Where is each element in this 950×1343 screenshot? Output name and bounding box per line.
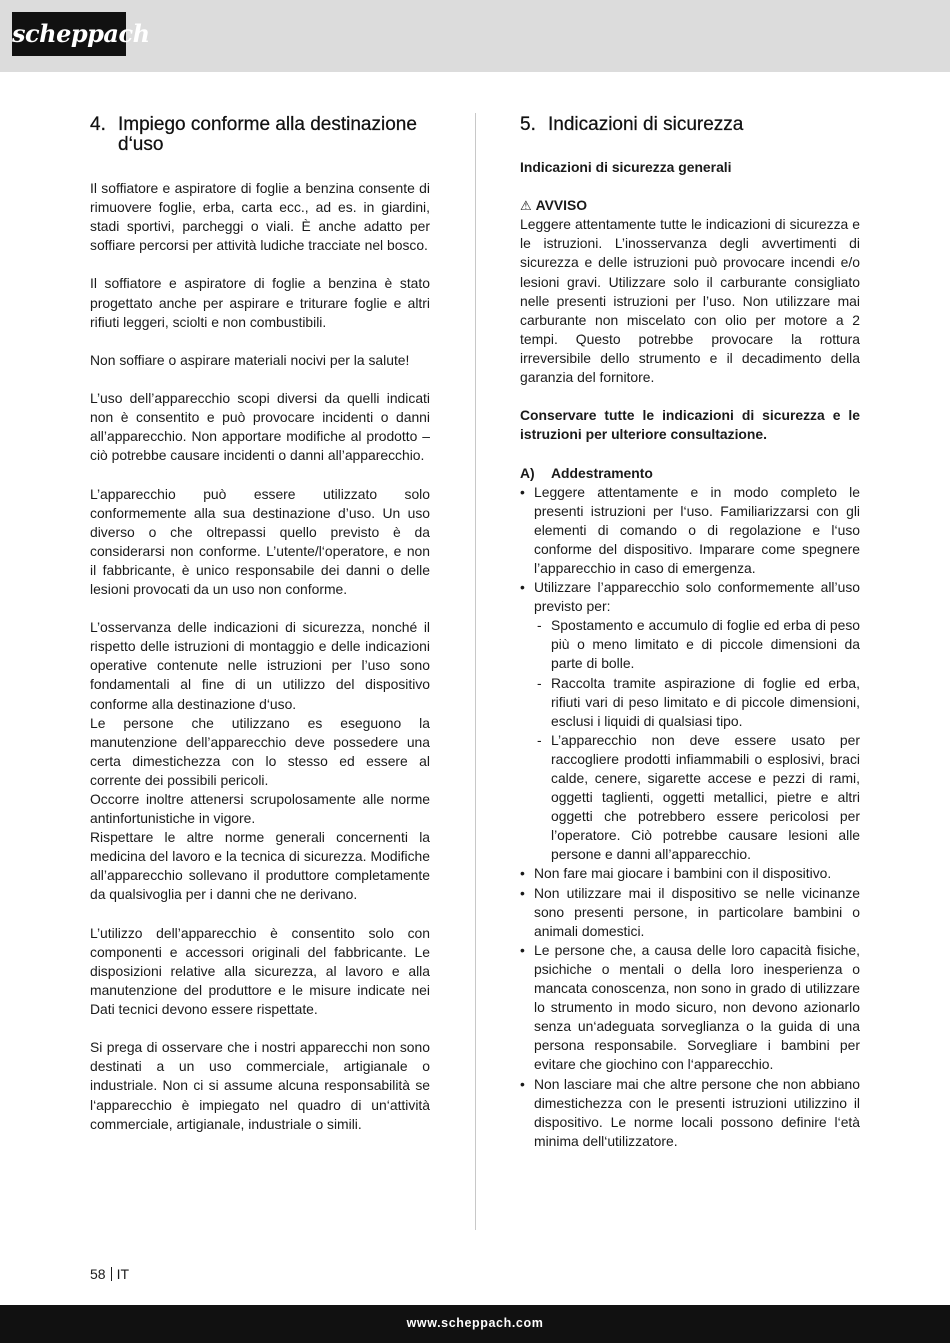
section-a-heading [520,464,860,483]
right-column [520,115,860,1151]
section-a-title: Addestramento [551,464,653,481]
language-code: IT [116,1266,130,1282]
page-separator [111,1267,112,1281]
keep-instructions-note: Conservare tutte le indicazioni di sicurezza e le istruzioni per ulteriore consultazione. [520,407,860,443]
paragraph: L’apparecchio può essere utilizzato solo conformemente alla sua destinazione d’uso. Un uso diverso o che oltrepassi quello previsto è da considerarsi non conforme. L’utente/l‘operatore, e non il fabbricante, è unico responsabile dei danni o delle lesioni provocati da un uso non conforme. [90,485,430,597]
list-item: • Non lasciare mai che altre persone che non abbiano dimestichezza con le presenti istruzioni utilizzino il dispositivo. Le norme locali possono definire l‘età minima dell‘utilizzatore. [520,1075,860,1151]
paragraph: Non soffiare o aspirare materiali nocivi per la salute! [90,351,410,368]
list-item-text: Utilizzare l’apparecchio solo conformemente all’uso previsto per: [534,579,860,615]
warning-heading [520,196,860,215]
warning-triangle-icon: ⚠ [520,198,532,214]
paragraph: Le persone che utilizzano es eseguono la manutenzione dell’apparecchio deve possedere una certa dimestichezza con lo stesso ed essere al corrente dei possibili pericoli. [90,714,430,788]
section-5-number: 5. [520,114,536,135]
sub-list-item: - Raccolta tramite aspirazione di foglie ed erba, rifiuti vari di peso limitato e di piccole dimensioni, esclusi i liquidi di qualsiasi tipo. [534,674,860,731]
list-item: • Le persone che, a causa delle loro capacità fisiche, psichiche o mentali o della loro inesperienza o mancata conoscenza, non sono in grado di utilizzare lo strumento in modo sicuro, non devono azionarlo senza un‘adeguata sorveglianza o la guida di una persona responsabile. Sorvegliare i bambini per evitare che giochino con l‘apparecchio. [520,941,860,1075]
left-column [90,115,430,1134]
section-5-title: Indicazioni di sicurezza [548,114,744,135]
paragraph: L’utilizzo dell’apparecchio è consentito solo con componenti e accessori originali del fabbricante. Le disposizioni relative alla sicurezza, al lavoro e alla manutenzione del produttore e le misure indicate nei Dati tecnici devono essere rispettate. [90,924,430,1018]
page-number-value: 58 [90,1266,106,1282]
subsection-heading: Indicazioni di sicurezza generali [520,159,732,175]
section-4-number: 4. [90,114,106,135]
training-list [520,483,860,1151]
warning-label: AVVISO [535,197,588,214]
warning-text: Leggere attentamente tutte le indicazioni di sicurezza e le istruzioni. L’inosservanza degli avvertimenti di sicurezza e delle istruzioni può provocare incendi e/o lesioni gravi. Utilizzare solo il carburante consigliato nelle presenti istruzioni per l’uso. Non utilizzare mai carburante non miscelato con olio per motore a 2 tempi. Questo potrebbe provocare la rottura irreversibile dello strumento e il decadimento della garanzia del fornitore. [520,216,860,386]
paragraph: Il soffiatore e aspiratore di foglie a benzina è stato progettato anche per aspirare e triturare foglie e altri rifiuti leggeri, sciolti e non combustibili. [90,275,430,330]
list-item: • Leggere attentamente e in modo completo le presenti istruzioni per l‘uso. Familiarizzarsi con gli elementi di comando o di regolazione e l‘uso conforme del dispositivo. Imparare come spegnere l’apparecchio in caso di emergenza. [520,483,860,578]
sub-list-item: - Spostamento e accumulo di foglie ed erba di peso più o meno limitato e di piccole dimensioni da parte di bolle. [534,616,860,673]
sub-list [534,616,860,864]
footer-band [0,1305,950,1343]
paragraph: Rispettare le altre norme generali concernenti la medicina del lavoro e la tecnica di sicurezza. Modifiche all’apparecchio sollevano il produttore completamente da qualsivoglia per i danni che ne derivano. [90,829,430,903]
list-item: • Non fare mai giocare i bambini con il dispositivo. [520,864,860,883]
list-item: • Non utilizzare mai il dispositivo se nelle vicinanze sono presenti persone, in particolare bambini o animali domestici. [520,884,860,941]
section-5-heading [520,115,860,135]
header-band [0,0,950,72]
brand-logo: scheppach [12,12,126,56]
section-4-title: Impiego conforme alla destinazione d‘uso [118,114,417,155]
sub-list-item: - L’apparecchio non deve essere usato per raccogliere prodotti infiammabili o esplosivi, braci calde, cenere, sigarette accese e pezzi di rami, oggetti taglienti, oggetti metallici, pietre e altri oggetti che potrebbero essere pericolosi per l’operatore. Ciò potrebbe causare lesioni alle persone e danni all’apparecchio. [534,731,860,865]
paragraph: Il soffiatore e aspiratore di foglie a benzina consente di rimuovere foglie, erba, carta ecc., ad es. in giardini, stadi sportivi, parcheggi o viali. È anche adatto per soffiare percorsi per attività ludiche tracciate nel bosco. [90,180,430,254]
section-4-heading [90,115,430,155]
paragraph: L’osservanza delle indicazioni di sicurezza, nonché il rispetto delle istruzioni di montaggio e delle indicazioni operative contenute nelle istruzioni per l’uso sono fondamentali al fine di un utilizzo del dispositivo conforme alla destinazione d‘uso. [90,619,430,712]
section-a-letter: A) [520,464,535,481]
paragraph: Occorre inoltre attenersi scrupolosamente alle norme antinfortunistiche in vigore. [90,791,430,827]
page-number [90,1265,129,1283]
paragraph: L’uso dell’apparecchio scopi diversi da quelli indicati non è consentito e può provocare incidenti o danni all’apparecchio. Non apportare modifiche al prodotto – ciò potrebbe causare incidenti o danni all’apparecchio. [90,390,430,464]
website-url[interactable]: www.scheppach.com [406,1316,544,1330]
column-divider [475,113,476,1230]
list-item [520,578,860,864]
paragraph: Si prega di osservare che i nostri apparecchi non sono destinati a un uso commerciale, artigianale o industriale. Non ci si assume alcuna responsabilità se l‘apparecchio è impiegato nel quadro di un‘attività commerciale, artigianale, industriale o simili. [90,1039,430,1132]
